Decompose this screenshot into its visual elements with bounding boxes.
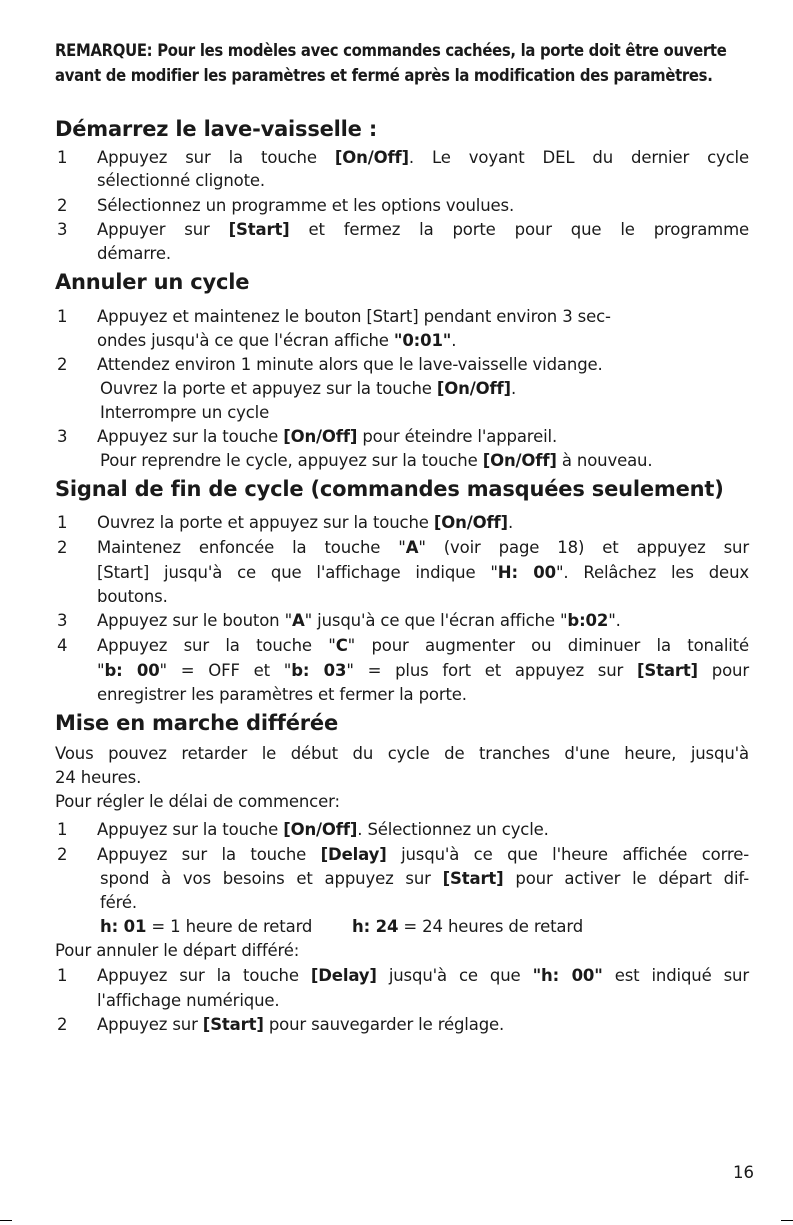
list-item-line: Appuyez sur la touche [On/Off]. Le voyant DEL du dernier cycle <box>97 148 749 167</box>
heading-delay: Mise en marche différée <box>55 711 339 735</box>
list-item-line: démarre. <box>97 244 171 263</box>
item-number: 2 <box>57 355 68 374</box>
item-number: 4 <box>57 636 68 655</box>
list-item-line: Attendez environ 1 minute alors que le lave-vaisselle vidange. <box>97 355 603 374</box>
list-item-line: enregistrer les paramètres et fermer la porte. <box>97 685 467 704</box>
list-item-line: Appuyez sur le bouton "A" jusqu'à ce que l'écran affiche "b:02". <box>97 611 621 630</box>
heading-signal: Signal de fin de cycle (commandes masquées seulement) <box>55 477 724 501</box>
crop-mark <box>781 1220 793 1221</box>
list-item-line: Appuyer sur [Start] et fermez la porte pour que le programme <box>97 220 749 239</box>
list-item-line: Ouvrez la porte et appuyez sur la touche [On/Off]. <box>100 379 517 398</box>
heading-cancel: Annuler un cycle <box>55 270 250 294</box>
paragraph-line: Vous pouvez retarder le début du cycle de tranches d'une heure, jusqu'à <box>55 744 749 763</box>
list-item-line: l'affichage numérique. <box>97 991 280 1010</box>
list-item-line: Maintenez enfoncée la touche "A" (voir page 18) et appuyez sur <box>97 538 749 557</box>
list-item-line: sélectionné clignote. <box>97 171 265 190</box>
list-item-line: Appuyez sur la touche [On/Off]. Sélectionnez un cycle. <box>97 820 549 839</box>
item-number: 1 <box>57 820 68 839</box>
list-item-line: ondes jusqu'à ce que l'écran affiche "0:01". <box>97 331 457 350</box>
list-item-line: Appuyez sur [Start] pour sauvegarder le réglage. <box>97 1015 505 1034</box>
item-number: 3 <box>57 611 68 630</box>
page-number: 16 <box>733 1163 754 1182</box>
item-number: 2 <box>57 196 68 215</box>
list-item-line: Appuyez sur la touche "C" pour augmenter ou diminuer la tonalité <box>97 636 750 655</box>
list-item-line: h: 24 = 24 heures de retard <box>352 917 584 936</box>
list-item-line: Appuyez sur la touche [Delay] jusqu'à ce que l'heure affichée corre- <box>97 845 750 864</box>
list-item-line: Appuyez sur la touche [On/Off] pour éteindre l'appareil. <box>97 427 558 446</box>
item-number: 1 <box>57 307 68 326</box>
item-number: 2 <box>57 1015 68 1034</box>
item-number: 3 <box>57 220 68 239</box>
paragraph-line: 24 heures. <box>55 768 142 787</box>
list-item-line: Ouvrez la porte et appuyez sur la touche [On/Off]. <box>97 513 514 532</box>
paragraph-line: Pour régler le délai de commencer: <box>55 792 340 811</box>
item-number: 1 <box>57 148 68 167</box>
crop-mark <box>0 1220 12 1221</box>
item-number: 1 <box>57 513 68 532</box>
list-item-line: Interrompre un cycle <box>100 403 270 422</box>
list-item-line: [Start] jusqu'à ce que l'affichage indique "H: 00". Relâchez les deux <box>97 563 749 582</box>
list-item-line: "b: 00" = OFF et "b: 03" = plus fort et appuyez sur [Start] pour <box>97 661 749 680</box>
heading-start: Démarrez le lave-vaisselle : <box>55 117 378 141</box>
list-item-line: féré. <box>100 893 138 912</box>
list-item-line: boutons. <box>97 587 168 606</box>
item-number: 2 <box>57 845 68 864</box>
list-item-line: Sélectionnez un programme et les options voulues. <box>97 196 515 215</box>
list-item-line: Appuyez et maintenez le bouton [Start] pendant environ 3 sec- <box>97 307 611 326</box>
item-number: 3 <box>57 427 68 446</box>
item-number: 1 <box>57 966 68 985</box>
list-item-line: Appuyez sur la touche [Delay] jusqu'à ce que "h: 00" est indiqué sur <box>97 966 749 985</box>
list-item-line: spond à vos besoins et appuyez sur [Start] pour activer le départ dif- <box>100 869 749 888</box>
paragraph-line: Pour annuler le départ différé: <box>55 941 300 960</box>
list-item-line: Pour reprendre le cycle, appuyez sur la touche [On/Off] à nouveau. <box>100 451 653 470</box>
item-number: 2 <box>57 538 68 557</box>
note-remark: REMARQUE: Pour les modèles avec commandes cachées, la porte doit être ouverte avant de modifier les paramètres et fermé après la modification des paramètres. <box>55 41 727 85</box>
list-item-line: h: 01 = 1 heure de retard <box>100 917 313 936</box>
